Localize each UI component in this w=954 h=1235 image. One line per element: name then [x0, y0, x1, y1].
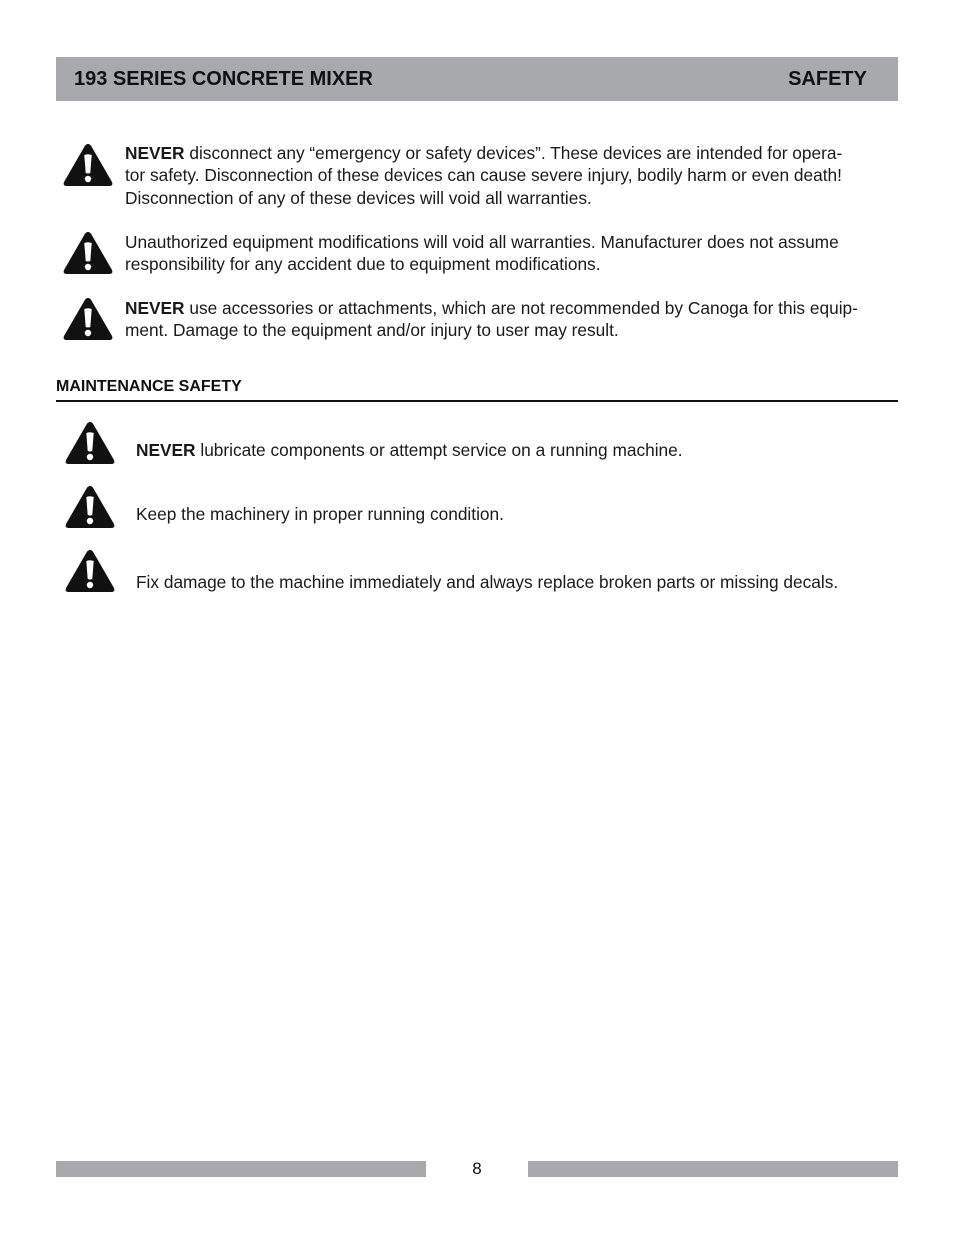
warning-text: Unauthorized equipment modifications will void all warranties. Manufacturer does not assume responsibility for any accident due to equipment modifications. — [125, 232, 839, 275]
footer-bar-left — [56, 1161, 426, 1177]
maintenance-safety-heading: MAINTENANCE SAFETY — [56, 376, 898, 402]
warning-text: Keep the machinery in proper running condition. — [136, 504, 504, 524]
warning-text: NEVER disconnect any “emergency or safety devices”. These devices are intended for opera- tor safety. Disconnection of these devices can cause severe injury, bodily harm or even death! Disconnection of any of these devices will void all warranties. — [125, 143, 843, 208]
warning-triangle-icon — [64, 420, 116, 466]
warning-triangle-icon — [64, 548, 116, 594]
header-bar — [56, 57, 898, 101]
warning-text: NEVER use accessories or attachments, which are not recommended by Canoga for this equip- ment. Damage to the equipment and/or injury to user may result. — [125, 298, 858, 341]
warning-text: Fix damage to the machine immediately and always replace broken parts or missing decals. — [136, 572, 839, 592]
emphasis-never: NEVER — [136, 440, 196, 460]
emphasis-never: NEVER — [125, 143, 185, 163]
page-number: 8 — [472, 1159, 482, 1178]
document-title: 193 SERIES CONCRETE MIXER — [74, 68, 373, 90]
warning-triangle-icon — [62, 230, 114, 276]
warning-triangle-icon — [62, 142, 114, 188]
footer-bar-right — [528, 1161, 898, 1177]
emphasis-never: NEVER — [125, 298, 185, 318]
warning-triangle-icon — [64, 484, 116, 530]
warning-text: NEVER lubricate components or attempt service on a running machine. — [136, 440, 683, 460]
section-title: SAFETY — [788, 68, 867, 90]
warning-triangle-icon — [62, 296, 114, 342]
